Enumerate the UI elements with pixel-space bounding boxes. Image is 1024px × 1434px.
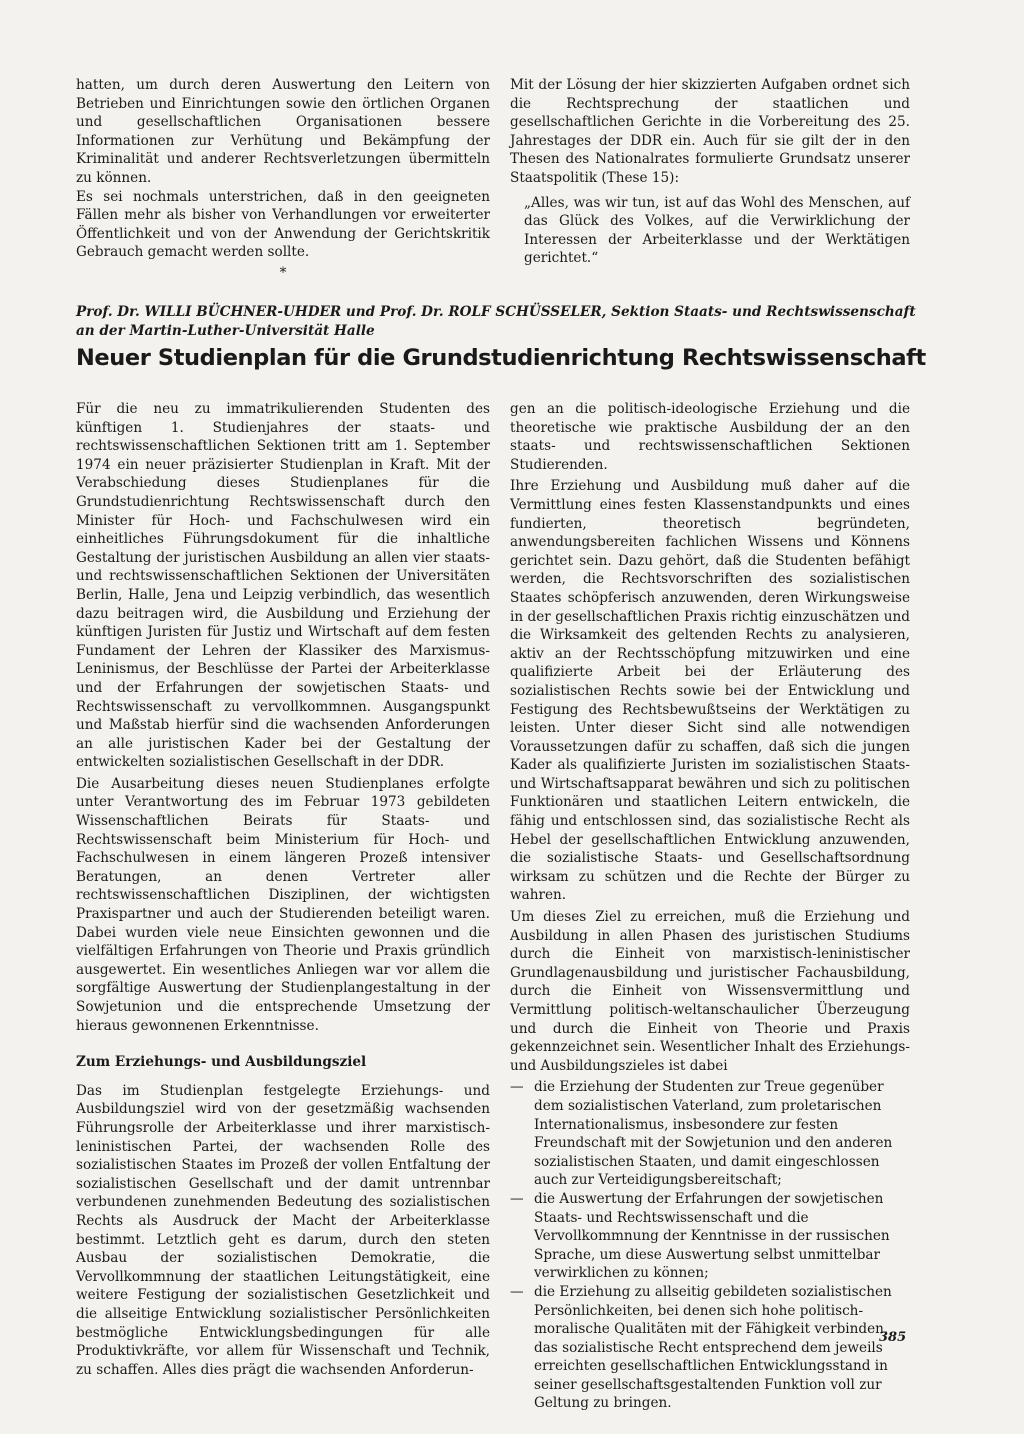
previous-article-right-column: [510, 76, 910, 268]
quotation: „Alles, was wir tun, ist auf das Wohl des Menschen, auf das Glück des Volkes, auf die Verwirklichung der Interessen der Arbeiterklasse und der Werktätigen gerichtet.“: [524, 194, 910, 267]
paragraph: Ihre Erziehung und Ausbildung muß daher auf die Vermittlung eines festen Klassenstandpunkts und eines fundierten, theoretisch begründeten, anwendungsbereiten fachlichen Wissens und Könnens gerichtet sein. Dazu gehört, daß die Studenten befähigt werden, die Rechtsvorschriften des sozialistischen Staates schöpferisch anzuwenden, deren Wirkungsweise in der gesellschaftlichen Praxis richtig einzuschätzen und die Wirksamkeit des geltenden Rechts zu analysieren, aktiv an der Rechtsschöpfung mitzuwirken und eine qualifizierte Arbeit bei der Erläuterung des sozialistischen Rechts sowie bei der Entwicklung und Festigung des Rechtsbewußtseins der Werktätigen zu leisten. Unter dieser Sicht sind alle notwendigen Voraussetzungen dafür zu schaffen, daß sich die jungen Kader als qualifizierte Juristen im sozialistischen Staats- und Wirtschaftsapparat bewähren und sich zu politischen Funktionären und staatlichen Leitern entwickeln, die fähig und entschlossen sind, das sozialistische Recht als Hebel der gesellschaftlichen Entwicklung anzuwenden, die sozialistische Staats- und Gesellschaftsordnung wirksam zu schützen und die Rechte der Bürger zu wahren.: [510, 478, 910, 904]
article-left-column: [76, 400, 490, 1379]
article-byline: Prof. Dr. WILLI BÜCHNER-UHDER und Prof. Dr. ROLF SCHÜSSELER, Sektion Staats- und Rechtswissenschaft an der Martin-Luther-Universität Halle: [76, 304, 916, 339]
list-item-text: die Erziehung zu allseitig gebildeten sozialistischen Persönlichkeiten, bei denen sich hohe politisch-moralische Qualitäten mit der Fähigkeit verbinden, das sozialistische Recht entsprechend dem jeweils erreichten gesellschaftlichen Entwicklungsstand in seiner gesellschaftsgestaltenden Funktion voll zur Geltung zu bringen.: [534, 1283, 892, 1412]
paragraph: hatten, um durch deren Auswertung den Leitern von Betrieben und Einrichtungen sowie den örtlichen Organen und gesellschaftlichen Organisationen bessere Informationen zur Verhütung und Bekämpfung der Kriminalität und anderer Rechtsverletzungen übermitteln zu können.: [76, 77, 490, 186]
list-item: [510, 1190, 910, 1283]
article-right-column: [510, 400, 910, 1413]
page-number: 385: [879, 1330, 907, 1345]
list-item: [510, 1283, 910, 1413]
section-heading: Zum Erziehungs- und Ausbildungsziel: [76, 1054, 367, 1071]
paragraph: Die Ausarbeitung dieses neuen Studienplanes erfolgte unter Verantwortung des im Februar 1973 gebildeten Wissenschaftlichen Beirats für Staats- und Rechtswissenschaft beim Ministerium für Hoch- und Fachschulwesen in einem längeren Prozeß intensiver Beratungen, an denen Vertreter aller rechtswissenschaftlichen Disziplinen, der wichtigsten Praxispartner und auch der Studierenden beteiligt waren. Dabei wurden viele neue Einsichten gewonnen und die vielfältigen Erfahrungen von Theorie und Praxis gründlich ausgewertet. Ein wesentliches Anliegen war vor allem die sorgfältige Auswertung der Studienplangestaltung in der Sowjetunion und die entsprechende Umsetzung der hieraus gewonnenen Erkenntnisse.: [76, 775, 490, 1034]
paragraph: Für die neu zu immatrikulierenden Studenten des künftigen 1. Studienjahres der staats- und rechtswissenschaftlichen Sektionen tritt am 1. September 1974 ein neuer präzisierter Studienplan in Kraft. Mit der Verabschiedung dieses Studienplanes für die Grundstudienrichtung Rechtswissenschaft durch den Minister für Hoch- und Fachschulwesen wird ein einheitliches Führungsdokument für die inhaltliche Gestaltung der juristischen Ausbildung an allen vier staats- und rechtswissenschaftlichen Sektionen der Universitäten Berlin, Halle, Jena und Leipzig verbindlich, das wesentlich dazu beitragen wird, die Ausbildung und Erziehung der künftigen Juristen für Justiz und Wirtschaft auf dem festen Fundament der Lehren der Klassiker des Marxismus-Leninismus, der Beschlüsse der Partei der Arbeiterklasse und der Erfahrungen der sowjetischen Staats- und Rechtswissenschaft zu vervollkommnen. Ausgangspunkt und Maßstab hierfür sind die wachsenden Anforderungen an alle juristischen Kader bei der Gestaltung der entwickelten sozialistischen Gesellschaft in der DDR.: [76, 401, 490, 771]
dash-marker: —: [510, 1079, 524, 1096]
section-separator: *: [279, 264, 287, 281]
paragraph: Um dieses Ziel zu erreichen, muß die Erziehung und Ausbildung in allen Phasen des juristischen Studiums durch die Einheit von marxistisch-leninistischer Grundlagenausbildung und juristischer Fachausbildung, durch die Einheit von Wissensvermittlung und Vermittlung politisch-weltanschaulicher Überzeugung und durch die Einheit von Theorie und Praxis gekennzeichnet sein. Wesentlicher Inhalt des Erziehungs- und Ausbildungszieles ist dabei: [510, 909, 910, 1074]
dash-marker: —: [510, 1190, 524, 1207]
paragraph: Das im Studienplan festgelegte Erziehungs- und Ausbildungsziel wird von der gesetzmäßig wachsenden Führungsrolle der Arbeiterklasse und ihrer marxistisch-leninistischen Partei, der wachsenden Rolle des sozialistischen Staates im Prozeß der vollen Entfaltung der sozialistischen Gesellschaft und der damit untrennbar verbundenen zunehmenden Bedeutung des sozialistischen Rechts als Ausdruck der Macht der Arbeiterklasse bestimmt. Letztlich geht es darum, durch den steten Ausbau der sozialistischen Demokratie, die Vervollkommnung der staatlichen Leitungstätigkeit, eine weitere Festigung der sozialistischen Gesetzlichkeit und die allseitige Entwicklung sozialistischer Persönlichkeiten bestmögliche Entwicklungsbedingungen für alle Produktivkräfte, vor allem für Wissenschaft und Technik, zu schaffen. Alles dies prägt die wachsenden Anforderun-: [76, 1082, 490, 1378]
list-item: [510, 1078, 910, 1190]
paragraph: Mit der Lösung der hier skizzierten Aufgaben ordnet sich die Rechtsprechung der staatlichen und gesellschaftlichen Gerichte in die Vorbereitung des 25. Jahrestages der DDR ein. Auch für sie gilt der in den Thesen des Nationalrates formulierte Grundsatz unserer Staatspolitik (These 15):: [510, 77, 910, 186]
list-item-text: die Auswertung der Erfahrungen der sowjetischen Staats- und Rechtswissenschaft und die Vervollkommnung der Kenntnisse in der russischen Sprache, um diese Auswertung selbst unmittelbar verwirklichen zu können;: [534, 1190, 890, 1282]
list-item-text: die Erziehung der Studenten zur Treue gegenüber dem sozialistischen Vaterland, zum proletarischen Internationalismus, insbesondere zur festen Freundschaft mit der Sowjetunion und den anderen sozialistischen Staaten, und damit eingeschlossen auch zur Verteidigungsbereitschaft;: [534, 1079, 893, 1189]
previous-article-left-column: [76, 76, 490, 283]
dash-marker: —: [510, 1283, 524, 1300]
paragraph: gen an die politisch-ideologische Erziehung und die theoretische wie praktische Ausbildung der an den staats- und rechtswissenschaftlichen Sektionen Studierenden.: [510, 401, 910, 473]
article-title: Neuer Studienplan für die Grundstudienrichtung Rechtswissenschaft: [76, 345, 926, 371]
paragraph: Es sei nochmals unterstrichen, daß in den geeigneten Fällen mehr als bisher von Verhandlungen vor erweiterter Öffentlichkeit und von der Anwendung der Gerichtskritik Gebrauch gemacht werden sollte.: [76, 188, 490, 261]
